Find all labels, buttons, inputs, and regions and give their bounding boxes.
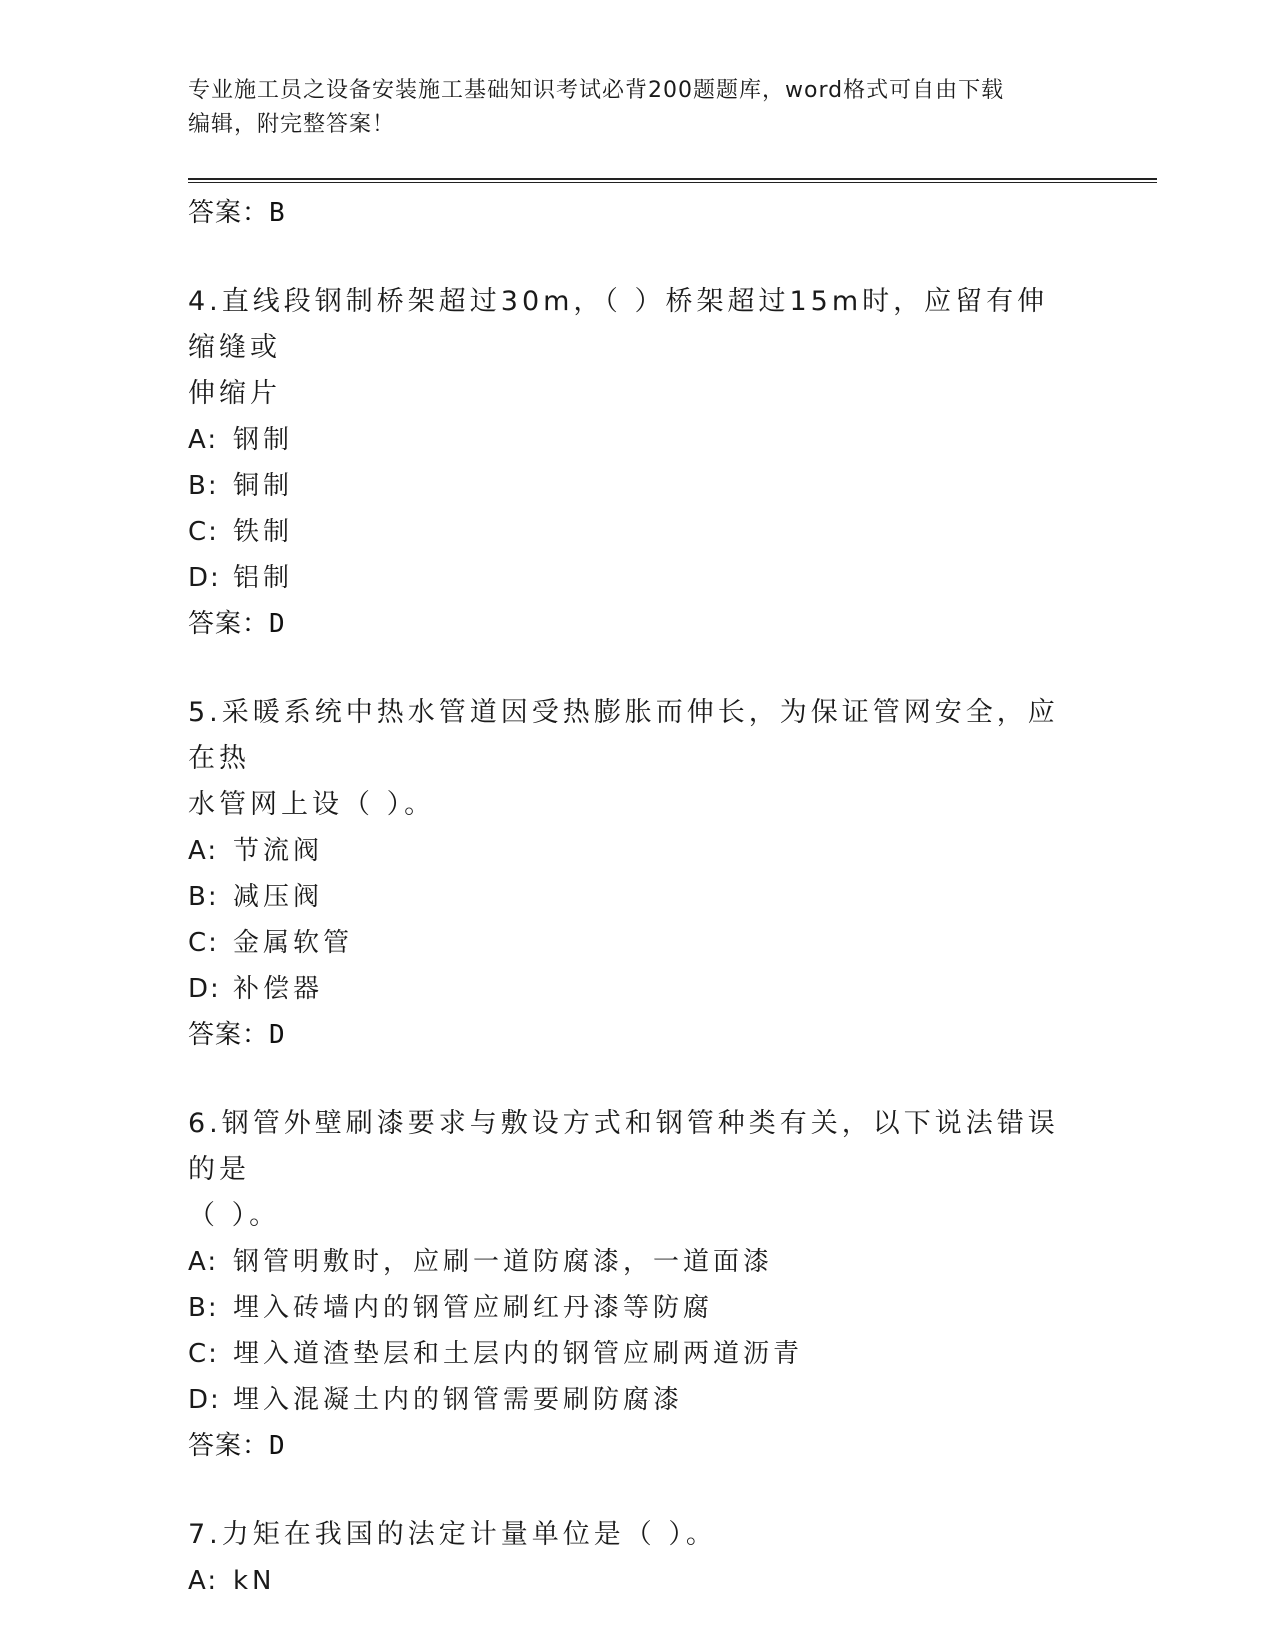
option-a: [188, 1558, 1068, 1604]
option-text: 减压阀: [233, 882, 324, 912]
question-stem-line: 伸缩片: [188, 378, 281, 409]
question-stem: [188, 690, 1068, 828]
option-letter: D:: [188, 1385, 221, 1415]
option-text: 金属软管: [233, 928, 354, 958]
answer-value: B: [269, 198, 286, 228]
answer-line: [188, 601, 1068, 647]
option-letter: A:: [188, 836, 219, 866]
answer-value: D: [269, 1020, 286, 1050]
option-c: [188, 920, 1068, 966]
option-a: [188, 417, 1068, 463]
option-text: kN: [233, 1566, 276, 1596]
question-stem: [188, 279, 1068, 417]
option-letter: C:: [188, 517, 219, 547]
question-item: [188, 1512, 1068, 1604]
option-letter: D:: [188, 563, 221, 593]
option-c: [188, 1331, 1068, 1377]
question-item: [188, 1101, 1068, 1469]
question-stem: [188, 1101, 1068, 1239]
option-text: 节流阀: [233, 836, 324, 866]
header-divider: [188, 178, 1157, 183]
option-a: [188, 828, 1068, 874]
question-stem-line: 水管网上设（ ）。: [188, 789, 436, 820]
option-b: [188, 463, 1068, 509]
answer-line: [188, 190, 1068, 236]
header-line-1: 专业施工员之设备安装施工基础知识考试必背200题题库，word格式可自由下载: [188, 78, 1005, 103]
option-text: 埋入道渣垫层和土层内的钢管应刷两道沥青: [233, 1339, 804, 1369]
option-letter: A:: [188, 1247, 219, 1277]
answer-line: [188, 1423, 1068, 1469]
question-stem-line: 7.力矩在我国的法定计量单位是（ ）。: [188, 1519, 717, 1550]
question-stem: [188, 1512, 1068, 1558]
option-letter: D:: [188, 974, 221, 1004]
option-text: 铁制: [233, 517, 294, 547]
option-letter: B:: [188, 882, 219, 912]
option-letter: C:: [188, 928, 219, 958]
option-b: [188, 1285, 1068, 1331]
answer-label: 答案：: [188, 609, 270, 639]
option-b: [188, 874, 1068, 920]
header-line-2: 编辑，附完整答案！: [188, 112, 396, 137]
option-text: 埋入砖墙内的钢管应刷红丹漆等防腐: [233, 1293, 714, 1323]
question-stem-line: （ ）。: [188, 1200, 281, 1231]
question-stem-line: 6.钢管外壁刷漆要求与敷设方式和钢管种类有关，以下说法错误的是: [188, 1108, 1059, 1185]
option-text: 铝制: [233, 563, 294, 593]
answer-label: 答案：: [188, 1431, 270, 1461]
answer-value: D: [269, 609, 286, 639]
answer-line: [188, 1012, 1068, 1058]
question-item: [188, 690, 1068, 1058]
question-stem-line: 5.采暖系统中热水管道因受热膨胀而伸长，为保证管网安全，应在热: [188, 697, 1059, 774]
option-letter: A:: [188, 1566, 219, 1596]
option-d: [188, 1377, 1068, 1423]
option-d: [188, 555, 1068, 601]
page-header: [188, 74, 1068, 142]
answer-label: 答案：: [188, 1020, 270, 1050]
option-d: [188, 966, 1068, 1012]
option-letter: C:: [188, 1339, 219, 1369]
option-letter: A:: [188, 425, 219, 455]
question-list: [188, 190, 1068, 1604]
option-c: [188, 509, 1068, 555]
option-text: 钢制: [233, 425, 294, 455]
option-text: 埋入混凝土内的钢管需要刷防腐漆: [233, 1385, 684, 1415]
option-text: 钢管明敷时，应刷一道防腐漆，一道面漆: [233, 1247, 774, 1277]
option-a: [188, 1239, 1068, 1285]
answer-value: D: [269, 1431, 286, 1461]
option-letter: B:: [188, 1293, 219, 1323]
question-item: [188, 279, 1068, 647]
option-text: 补偿器: [233, 974, 324, 1004]
option-letter: B:: [188, 471, 219, 501]
question-stem-line: 4.直线段钢制桥架超过30m，（ ）桥架超过15m时，应留有伸缩缝或: [188, 286, 1049, 363]
answer-label: 答案：: [188, 198, 270, 228]
option-text: 铜制: [233, 471, 294, 501]
